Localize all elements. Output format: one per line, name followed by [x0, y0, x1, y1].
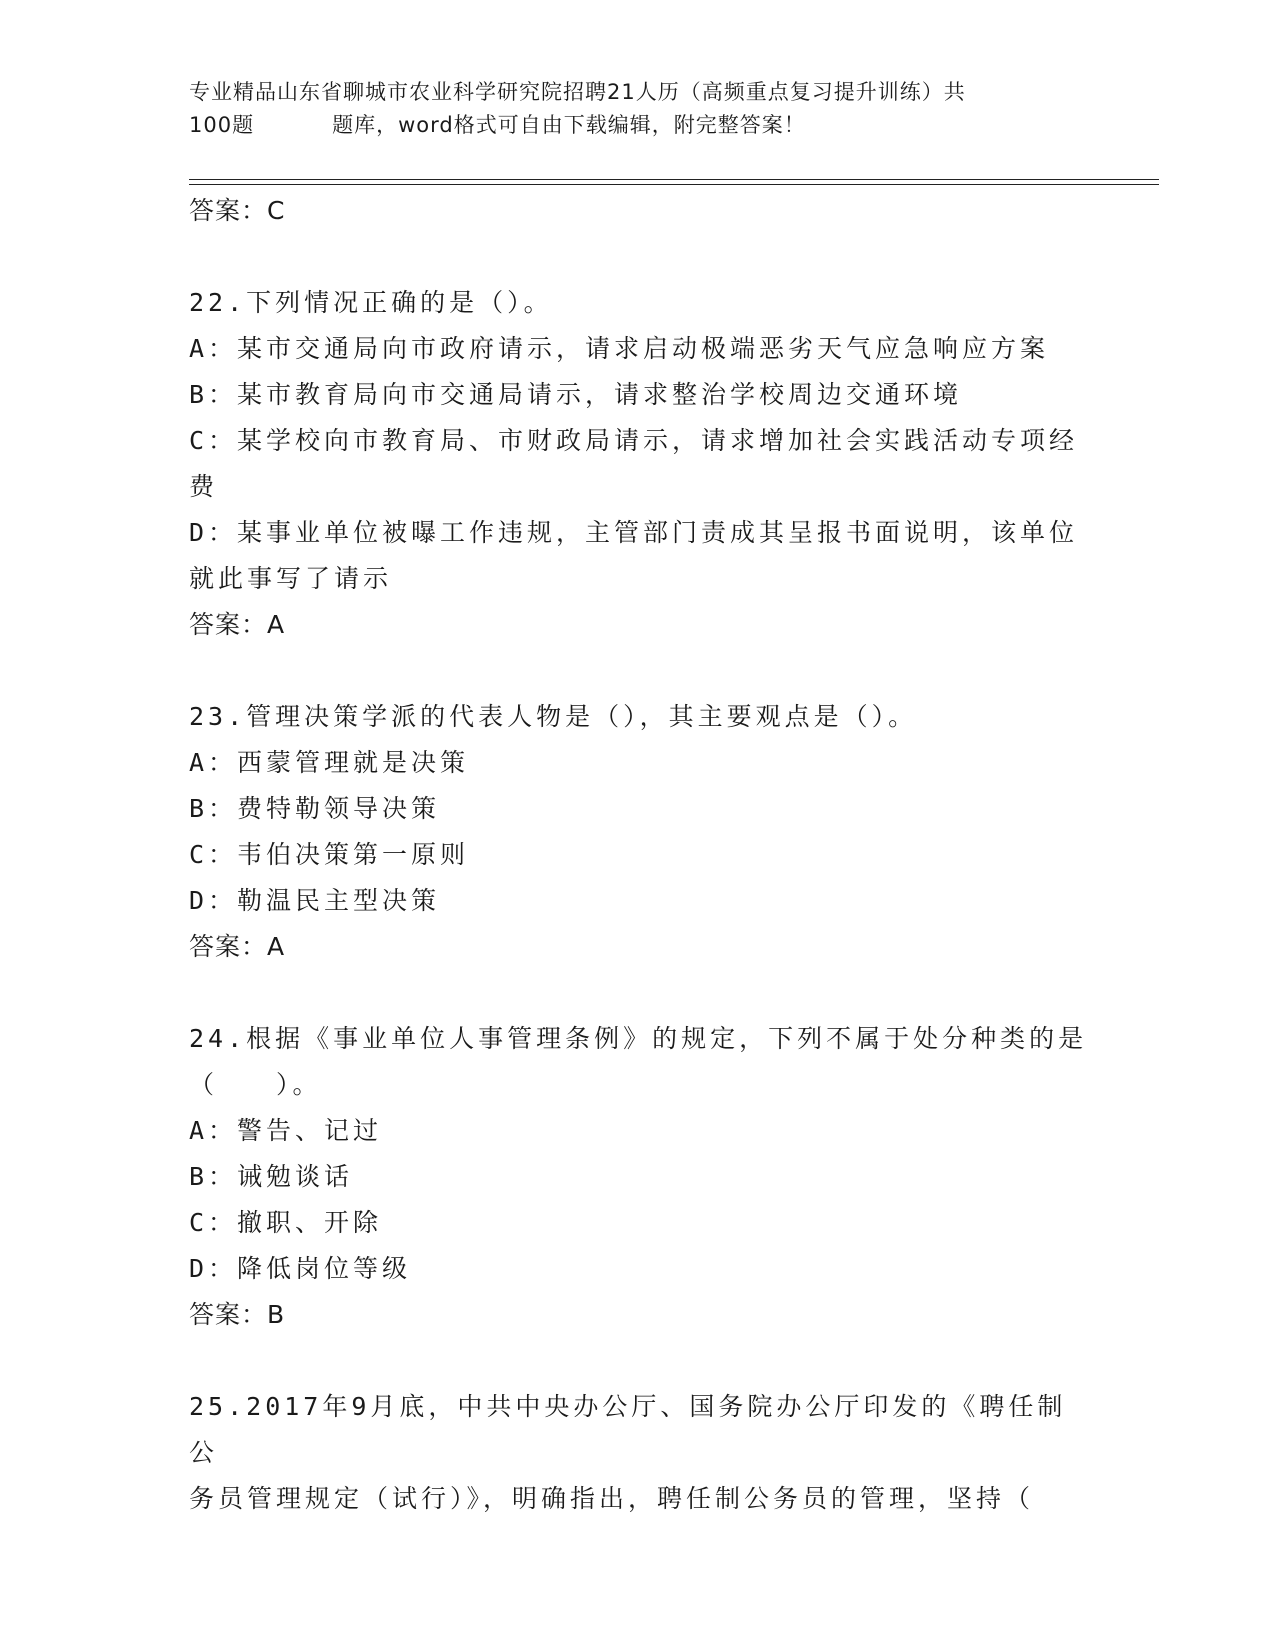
option-c: C：韦伯决策第一原则 — [189, 840, 470, 869]
header-question-count: 100题 — [189, 113, 255, 137]
answer-line: 答案：B — [189, 1300, 286, 1329]
answer-line: 答案：C — [189, 196, 286, 225]
answer-line: 答案：A — [189, 932, 286, 961]
header-description: 题库，word格式可自由下载编辑，附完整答案！ — [332, 113, 806, 137]
header-divider-top — [189, 179, 1159, 180]
option-b: B：费特勒领导决策 — [189, 794, 441, 823]
answer-line: 答案：A — [189, 610, 286, 639]
question-text-continued: （ ）。 — [189, 1070, 322, 1099]
question-text: 23.管理决策学派的代表人物是（），其主要观点是（）。 — [189, 702, 918, 731]
option-b: B：某市教育局向市交通局请示，请求整治学校周边交通环境 — [189, 380, 963, 409]
question-text: 24.根据《事业单位人事管理条例》的规定，下列不属于处分种类的是 — [189, 1024, 1088, 1053]
question-text: 25.2017年9月底，中共中央办公厅、国务院办公厅印发的《聘任制公 — [189, 1392, 1067, 1467]
document-body — [189, 188, 1089, 1522]
question-25 — [189, 1384, 1089, 1522]
option-a: A：西蒙管理就是决策 — [189, 748, 470, 777]
option-d: D：降低岗位等级 — [189, 1254, 412, 1283]
question-text-continued: 务员管理规定（试行）》，明确指出，聘任制公务员的管理，坚持（ — [189, 1484, 1035, 1513]
document-header — [189, 76, 1089, 142]
question-text: 22.下列情况正确的是（）。 — [189, 288, 553, 317]
option-c: C：某学校向市教育局、市财政局请示，请求增加社会实践活动专项经 — [189, 426, 1079, 455]
question-23 — [189, 694, 1089, 970]
question-22 — [189, 280, 1089, 648]
option-c-continued: 费 — [189, 472, 219, 501]
option-d: D：勒温民主型决策 — [189, 886, 441, 915]
option-b: B：诫勉谈话 — [189, 1162, 354, 1191]
header-divider-bottom — [189, 184, 1159, 185]
option-a: A：某市交通局向市政府请示，请求启动极端恶劣天气应急响应方案 — [189, 334, 1050, 363]
option-a: A：警告、记过 — [189, 1116, 383, 1145]
question-24 — [189, 1016, 1089, 1338]
header-line-2 — [189, 109, 1089, 142]
option-d-continued: 就此事写了请示 — [189, 564, 393, 593]
header-line-1: 专业精品山东省聊城市农业科学研究院招聘21人历（高频重点复习提升训练）共 — [189, 80, 966, 104]
option-d: D：某事业单位被曝工作违规，主管部门责成其呈报书面说明，该单位 — [189, 518, 1079, 547]
option-c: C：撤职、开除 — [189, 1208, 383, 1237]
